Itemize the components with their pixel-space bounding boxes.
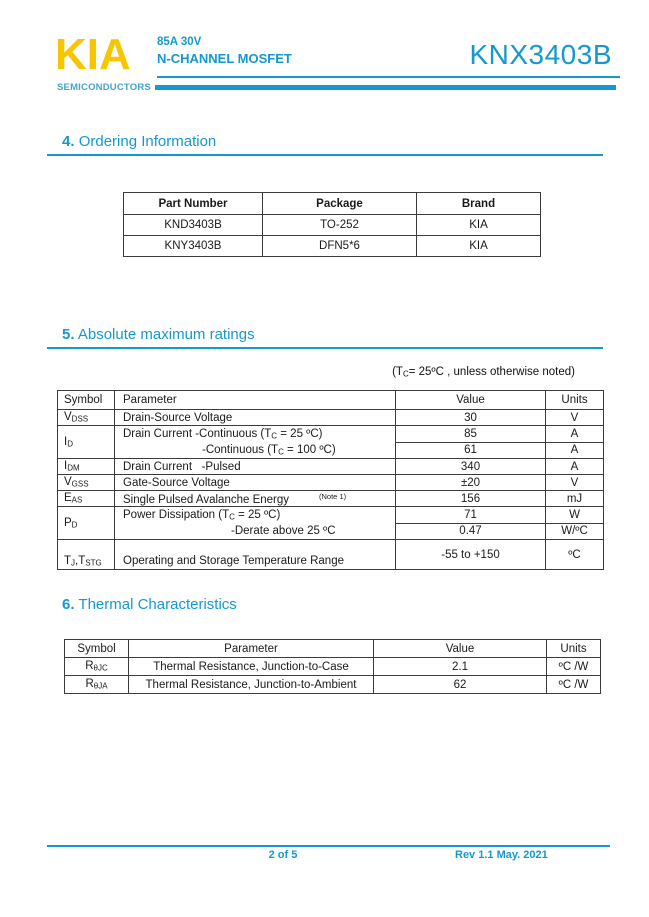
table-row bbox=[58, 540, 604, 570]
parameter-cell: Drain Current -Pulsed bbox=[115, 459, 396, 475]
part-number-cell: KNY3403B bbox=[124, 236, 263, 257]
page-number: 2 of 5 bbox=[268, 849, 298, 861]
symbol-cell: $T_J,T_{STG}$ bbox=[58, 540, 115, 570]
symbol-cell: $P_D$ bbox=[58, 507, 115, 540]
units-cell: mJ bbox=[546, 491, 604, 507]
section-6-number: 6. bbox=[62, 596, 75, 613]
value-cell: ±20 bbox=[396, 475, 546, 491]
value-cell: 156 bbox=[396, 491, 546, 507]
parameter-cell bbox=[115, 507, 396, 540]
parameter-cell: Gate-Source Voltage bbox=[115, 475, 396, 491]
units-cell: W/ºC bbox=[546, 523, 604, 540]
section-4-number: 4. bbox=[62, 133, 75, 150]
units-cell: ºC bbox=[546, 540, 604, 570]
header-divider-thick bbox=[155, 85, 616, 90]
value-cell: 0.47 bbox=[396, 523, 546, 540]
header-parameter: Parameter bbox=[115, 391, 396, 410]
parameter-cell bbox=[115, 491, 396, 507]
package-cell: TO-252 bbox=[263, 215, 417, 236]
value-cell: 71 bbox=[396, 507, 546, 524]
ordering-header-package: Package bbox=[263, 193, 417, 215]
symbol-cell: $V_{DSS}$ bbox=[58, 410, 115, 426]
header-divider-thin bbox=[157, 76, 620, 78]
units-cell: V bbox=[546, 410, 604, 426]
parameter-cell: Drain-Source Voltage bbox=[115, 410, 396, 426]
abs-max-table bbox=[57, 390, 604, 570]
table-row bbox=[58, 507, 604, 524]
value-cell: 340 bbox=[396, 459, 546, 475]
units-cell: ºC /W bbox=[547, 658, 601, 676]
symbol-cell: $I_D$ bbox=[58, 426, 115, 459]
value-cell: 85 bbox=[396, 426, 546, 443]
table-row bbox=[65, 676, 601, 694]
section-5-heading bbox=[62, 326, 255, 343]
table-row bbox=[58, 426, 604, 443]
thermal-table bbox=[64, 639, 601, 694]
section-6-heading bbox=[62, 596, 237, 613]
parameter-line: -Continuous ($T_C = 100$ ºC) bbox=[202, 444, 336, 457]
symbol-cell: $I_{DM}$ bbox=[58, 459, 115, 475]
condition-note: ($T_C=$ 25ºC , unless otherwise noted) bbox=[392, 366, 575, 379]
package-cell: DFN5*6 bbox=[263, 236, 417, 257]
brand-cell: KIA bbox=[417, 215, 541, 236]
brand-cell: KIA bbox=[417, 236, 541, 257]
thermal-header-row bbox=[65, 640, 601, 658]
ordering-header-brand: Brand bbox=[417, 193, 541, 215]
table-row bbox=[124, 215, 541, 236]
header-value: Value bbox=[374, 640, 547, 658]
section-6-title: Thermal Characteristics bbox=[78, 596, 237, 613]
table-row bbox=[58, 410, 604, 426]
value-cell: 62 bbox=[374, 676, 547, 694]
section-4-rule bbox=[47, 154, 603, 156]
table-row bbox=[124, 236, 541, 257]
header-value: Value bbox=[396, 391, 546, 410]
ordering-table bbox=[123, 192, 541, 257]
value-cell: -55 to +150 bbox=[396, 540, 546, 570]
units-cell: V bbox=[546, 475, 604, 491]
note-reference: (Note 1) bbox=[319, 491, 347, 501]
value-cell: 2.1 bbox=[374, 658, 547, 676]
parameter-line: Drain Current -Continuous ($T_C = 25$ ºC) bbox=[123, 428, 323, 441]
table-row bbox=[58, 491, 604, 507]
symbol-cell: $E_{AS}$ bbox=[58, 491, 115, 507]
parameter-line: -Derate above 25 ºC bbox=[231, 525, 336, 537]
parameter-cell: Thermal Resistance, Junction-to-Ambient bbox=[129, 676, 374, 694]
parameter-text: Single Pulsed Avalanche Energy bbox=[123, 493, 290, 506]
device-rating: 85A 30V bbox=[157, 36, 202, 48]
parameter-cell bbox=[115, 426, 396, 459]
device-type: N-CHANNEL MOSFET bbox=[157, 51, 292, 66]
part-number-cell: KND3403B bbox=[124, 215, 263, 236]
part-number-title: KNX3403B bbox=[469, 39, 612, 70]
symbol-cell: $V_{GSS}$ bbox=[58, 475, 115, 491]
kia-logo: KIA bbox=[55, 30, 131, 79]
section-5-rule bbox=[47, 347, 603, 349]
abs-max-header-row bbox=[58, 391, 604, 410]
table-row bbox=[58, 475, 604, 491]
section-5-title: Absolute maximum ratings bbox=[77, 326, 255, 343]
ordering-header-part-number: Part Number bbox=[124, 193, 263, 215]
section-4-title: Ordering Information bbox=[78, 133, 217, 150]
parameter-cell: Thermal Resistance, Junction-to-Case bbox=[129, 658, 374, 676]
value-cell: 30 bbox=[396, 410, 546, 426]
ordering-header-row bbox=[124, 193, 541, 215]
symbol-cell: $R_{\theta JA}$ bbox=[65, 676, 129, 694]
section-5-number: 5. bbox=[62, 326, 75, 343]
parameter-cell: Operating and Storage Temperature Range bbox=[115, 540, 396, 570]
header-symbol: Symbol bbox=[58, 391, 115, 410]
revision-label: Rev 1.1 May. 2021 bbox=[455, 849, 548, 861]
header-symbol: Symbol bbox=[65, 640, 129, 658]
header-units: Units bbox=[546, 391, 604, 410]
kia-logo-subtext: SEMICONDUCTORS bbox=[57, 82, 151, 93]
units-cell: A bbox=[546, 426, 604, 443]
header-parameter: Parameter bbox=[129, 640, 374, 658]
units-cell: A bbox=[546, 459, 604, 475]
parameter-line: Power Dissipation ($T_C = 25$ ºC) bbox=[123, 509, 281, 522]
units-cell: A bbox=[546, 442, 604, 459]
section-4-heading bbox=[62, 133, 216, 150]
value-cell: 61 bbox=[396, 442, 546, 459]
footer-divider bbox=[47, 845, 610, 847]
units-cell: ºC /W bbox=[547, 676, 601, 694]
symbol-cell: $R_{\theta JC}$ bbox=[65, 658, 129, 676]
table-row bbox=[58, 459, 604, 475]
header-units: Units bbox=[547, 640, 601, 658]
units-cell: W bbox=[546, 507, 604, 524]
table-row bbox=[65, 658, 601, 676]
